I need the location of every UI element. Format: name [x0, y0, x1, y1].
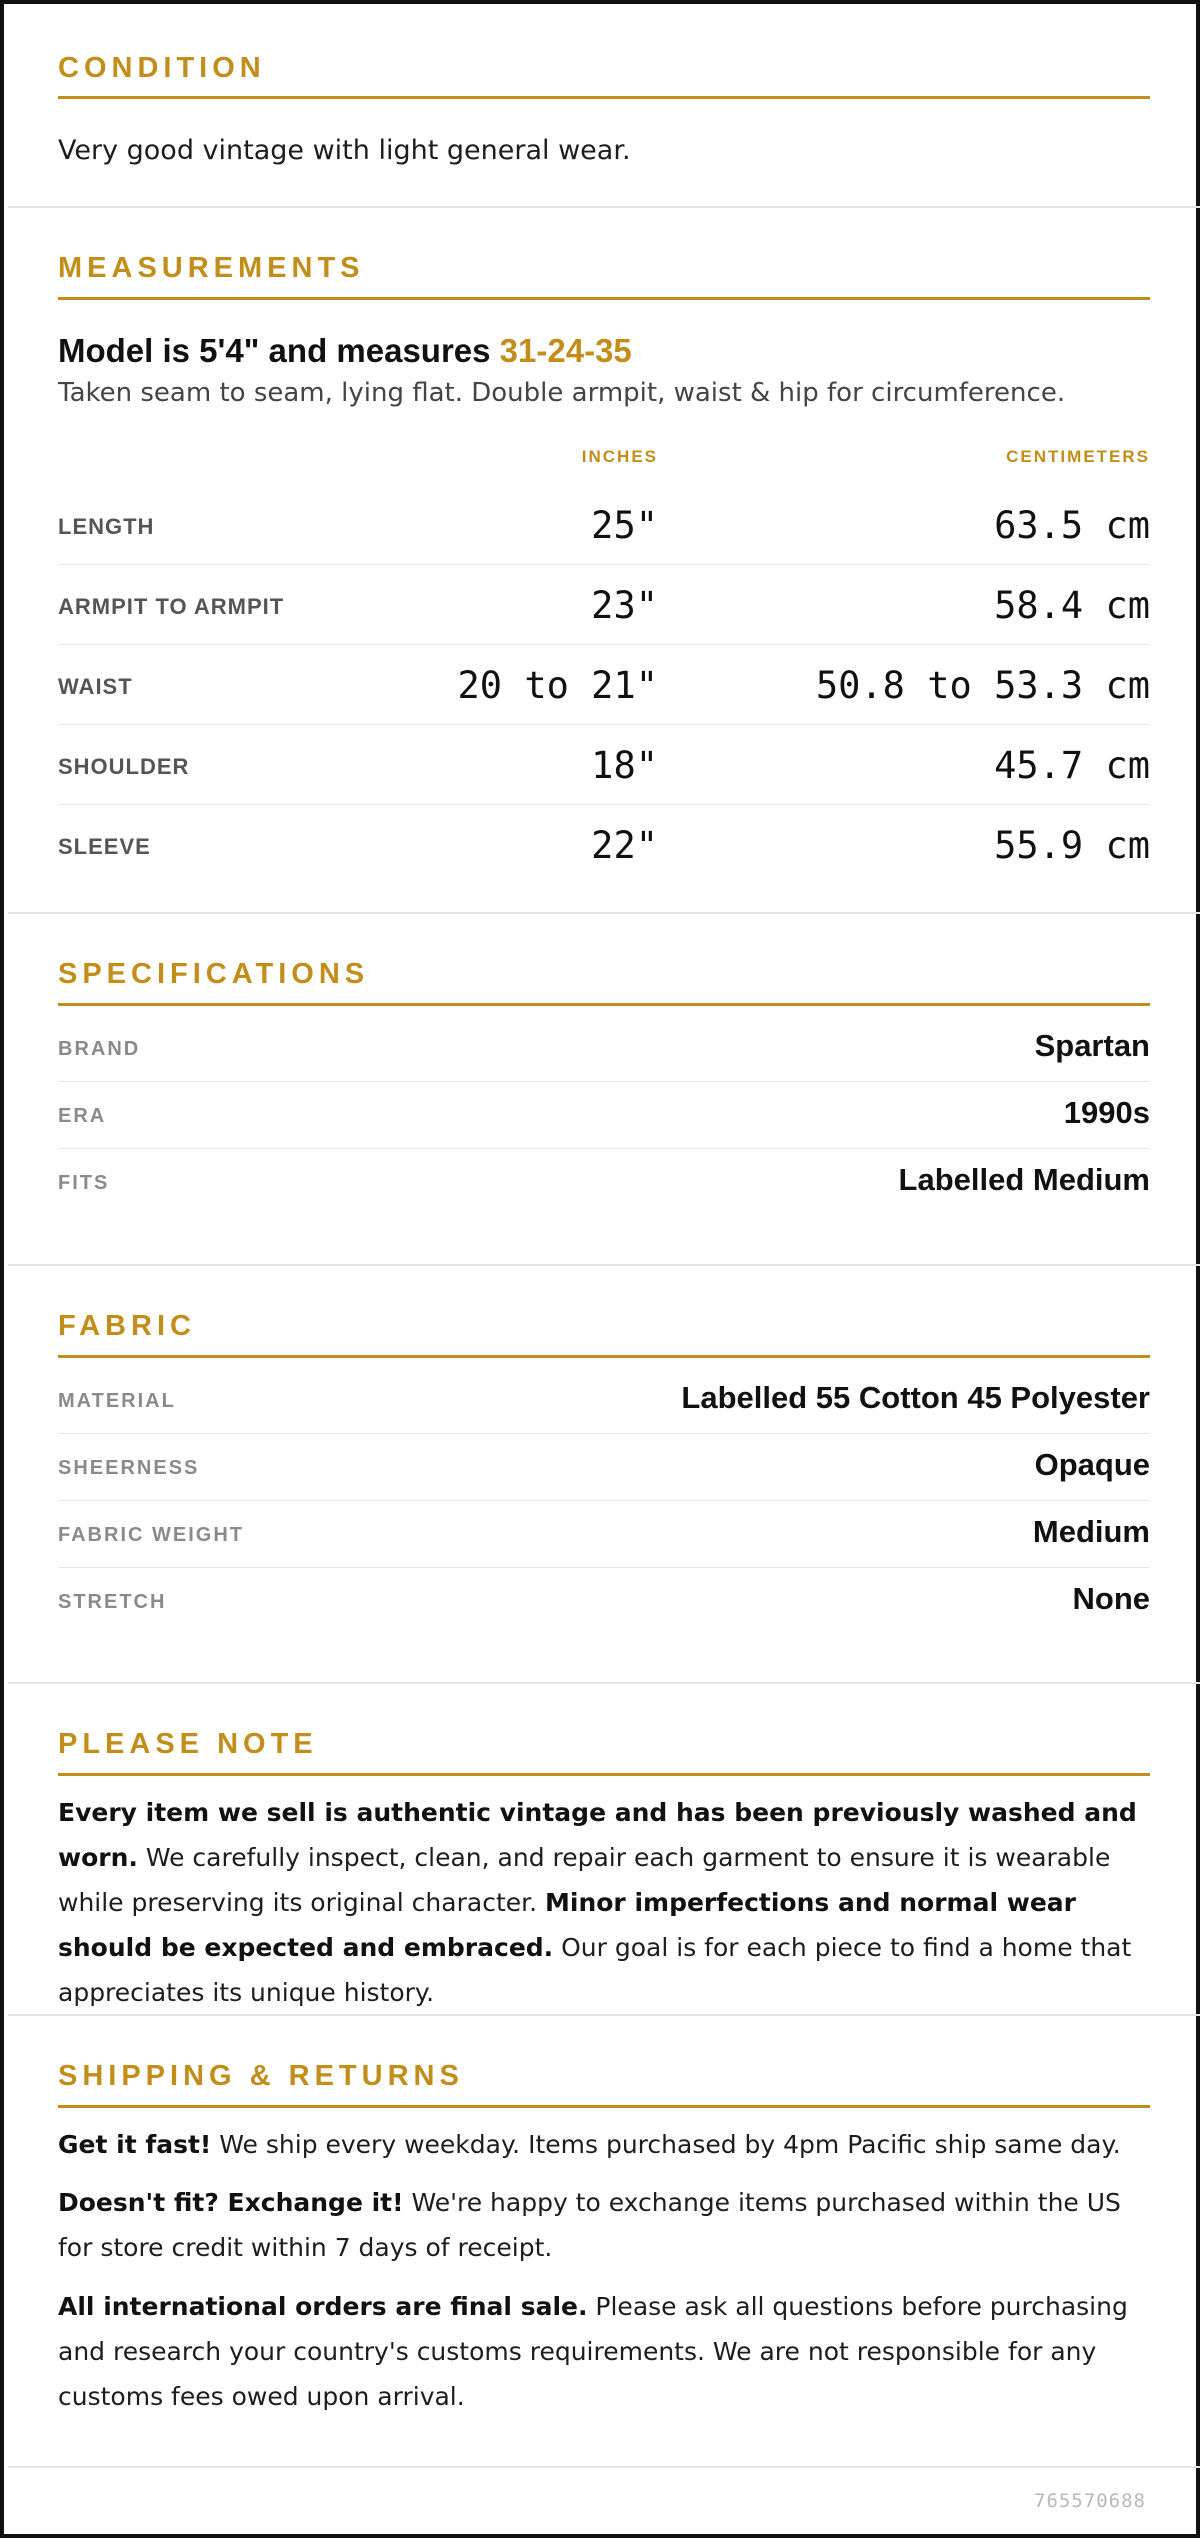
shipping-returns-section [8, 2016, 1200, 2468]
measurement-inches: 18" [591, 744, 658, 787]
fabric-value: Opaque [1034, 1447, 1150, 1482]
shipping-international-bold: All international orders are final sale. [58, 2292, 588, 2321]
specifications-rule [58, 1003, 1150, 1006]
measurement-label: SHOULDER [58, 754, 190, 779]
fabric-value: Labelled 55 Cotton 45 Polyester [681, 1380, 1150, 1415]
condition-heading: CONDITION [58, 52, 266, 84]
measurement-cm: 63.5 cm [994, 504, 1150, 547]
fabric-row [58, 1433, 1150, 1501]
spec-label: BRAND [58, 1038, 141, 1060]
please-note-text-1: We carefully inspect, clean, and repair each garment to ensure it is wearable while preserving its original character. [58, 1843, 1111, 1917]
measurement-cm: 55.9 cm [994, 824, 1150, 867]
measurement-cm: 58.4 cm [994, 584, 1150, 627]
model-measurements [58, 332, 1150, 370]
measurement-label: ARMPIT TO ARMPIT [58, 594, 285, 619]
spec-value: Labelled Medium [898, 1162, 1150, 1197]
shipping-paragraph-fast [58, 2122, 1150, 2167]
spec-label: ERA [58, 1105, 107, 1127]
fabric-label: STRETCH [58, 1591, 167, 1613]
inches-column-header: INCHES [581, 447, 658, 466]
measurements-heading: MEASUREMENTS [58, 252, 365, 284]
spec-value: 1990s [1063, 1095, 1150, 1130]
shipping-fast-bold: Get it fast! [58, 2130, 212, 2159]
centimeters-column-header: CENTIMETERS [1006, 447, 1150, 466]
measurement-inches: 23" [591, 584, 658, 627]
fabric-value: Medium [1032, 1514, 1150, 1549]
measurement-row [58, 644, 1150, 725]
measurement-label: WAIST [58, 674, 133, 699]
measurement-cm: 45.7 cm [994, 744, 1150, 787]
measurement-label: SLEEVE [58, 834, 151, 859]
fabric-row [58, 1500, 1150, 1568]
spec-label: FITS [58, 1172, 110, 1194]
measurement-row [58, 484, 1150, 565]
fabric-row [58, 1366, 1150, 1434]
shipping-returns-heading: SHIPPING & RETURNS [58, 2060, 464, 2092]
measurement-row [58, 804, 1150, 884]
fabric-label: MATERIAL [58, 1390, 176, 1412]
fabric-value: None [1072, 1581, 1150, 1616]
shipping-paragraph-international [58, 2284, 1150, 2419]
measurement-cm: 50.8 to 53.3 cm [815, 664, 1150, 707]
fabric-label: FABRIC WEIGHT [58, 1524, 244, 1546]
shipping-exchange-bold: Doesn't fit? Exchange it! [58, 2188, 404, 2217]
spec-row [58, 1014, 1150, 1082]
fabric-section [8, 1266, 1200, 1684]
please-note-rule [58, 1773, 1150, 1776]
product-sku: 765570688 [1034, 2490, 1146, 2512]
please-note-heading: PLEASE NOTE [58, 1728, 318, 1760]
measurement-row [58, 724, 1150, 805]
measurements-section [8, 208, 1200, 914]
model-prefix: Model is 5'4" and measures [58, 332, 500, 369]
measurement-inches: 22" [591, 824, 658, 867]
fabric-rule [58, 1355, 1150, 1358]
specifications-heading: SPECIFICATIONS [58, 958, 370, 990]
model-measures-value: 31-24-35 [499, 332, 632, 369]
specifications-section [8, 914, 1200, 1266]
fabric-heading: FABRIC [58, 1310, 196, 1342]
measurement-inches: 20 to 21" [457, 664, 658, 707]
fabric-row [58, 1567, 1150, 1634]
measurement-label: LENGTH [58, 514, 155, 539]
please-note-bold-2: Minor imperfections and normal wear should be expected and embraced. [58, 1888, 1076, 1962]
shipping-fast-text: We ship every weekday. Items purchased by 4pm Pacific ship same day. [211, 2130, 1121, 2159]
shipping-exchange-text: We're happy to exchange items purchased within the US for store credit within 7 days of receipt. [58, 2188, 1121, 2262]
please-note-bold-1: Every item we sell is authentic vintage and has been previously washed and worn. [58, 1798, 1137, 1872]
spec-value: Spartan [1034, 1028, 1150, 1063]
please-note-text-2: Our goal is for each piece to find a home that appreciates its unique history. [58, 1933, 1132, 2007]
measurement-row [58, 564, 1150, 645]
shipping-international-text: Please ask all questions before purchasing and research your country's customs requirements. We are not responsible for any customs fees owed upon arrival. [58, 2292, 1128, 2411]
spec-row [58, 1148, 1150, 1215]
please-note-text [58, 1790, 1150, 2015]
spec-row [58, 1081, 1150, 1149]
condition-rule [58, 96, 1150, 99]
shipping-returns-rule [58, 2105, 1150, 2108]
condition-text: Very good vintage with light general wear. [58, 135, 631, 166]
measurement-note: Taken seam to seam, lying flat. Double armpit, waist & hip for circumference. [58, 378, 1066, 408]
measurements-rule [58, 297, 1150, 300]
shipping-paragraph-exchange [58, 2180, 1150, 2270]
fabric-label: SHEERNESS [58, 1457, 200, 1479]
please-note-section [8, 1684, 1200, 2016]
measurement-inches: 25" [591, 504, 658, 547]
condition-section [8, 4, 1200, 208]
